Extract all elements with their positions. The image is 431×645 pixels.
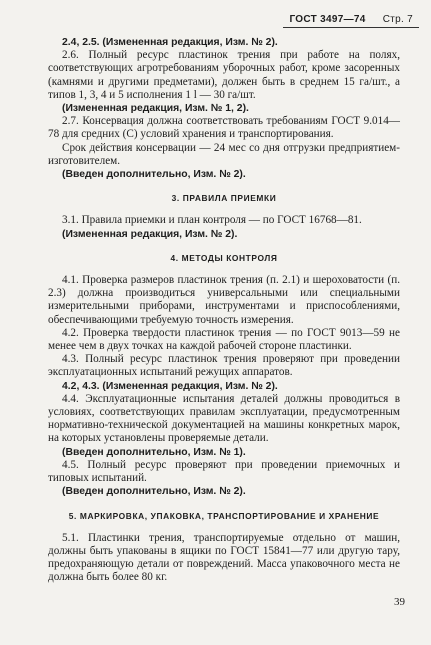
amendment-note: (Измененная редакция, Изм. № 1, 2).	[62, 103, 249, 115]
section-heading: 4. МЕТОДЫ КОНТРОЛЯ	[170, 252, 278, 263]
section-heading: 3. ПРАВИЛА ПРИЕМКИ	[171, 193, 277, 204]
amendment-note: 2.4, 2.5. (Измененная редакция, Изм. № 2).	[62, 37, 278, 48]
paragraph: 4.5. Полный ресурс проверяют при проведении приемочных и типовых испытаний.	[48, 458, 400, 485]
running-header	[289, 14, 413, 25]
amendment-note: (Введен дополнительно, Изм. № 2).	[62, 486, 246, 498]
amendment-note: 4.2, 4.3. (Измененная редакция, Изм. № 2).	[62, 380, 278, 392]
amendment-note: (Измененная редакция, Изм. № 2).	[62, 228, 238, 240]
standard-number: ГОСТ 3497—74	[289, 14, 366, 25]
paragraph: 5.1. Пластинки трения, транспортируемые отдельно от машин, должны быть упакованы в ящики по ГОСТ 15841—77 или другую тару, предохраняющую детали от повреждений. Масса упаковочного места не должна быть более 80 кг.	[48, 531, 400, 584]
paragraph: 2.6. Полный ресурс пластинок трения при работе на полях, соответствующих агротребованиям уборочных работ, кроме засоренных (камнями и другими предметами), должен быть в среднем 15 га/шт., а типов 1, 3, 4 и 5 исполнения 1 l — 30 га/шт.	[48, 49, 400, 101]
paragraph: 4.3. Полный ресурс пластинок трения проверяют при проведении эксплуатационных испытаний режущих аппаратов.	[48, 353, 400, 379]
page-label: Стр. 7	[382, 14, 413, 25]
paragraph: 4.4. Эксплуатационные испытания деталей должны проводиться в условиях, соответствующих правилам эксплуатации, предусмотренным нормативно-технической документацией на машины конкретных марок, на которых установлены проверяемые детали.	[48, 392, 400, 445]
document-body	[48, 36, 400, 585]
amendment-note: (Введен дополнительно, Изм. № 2).	[62, 169, 246, 181]
page-number: 39	[394, 596, 405, 608]
paragraph: Срок действия консервации — 24 мес со дня отгрузки предприятием-изготовителем.	[48, 141, 400, 167]
paragraph: 4.1. Проверка размеров пластинок трения (п. 2.1) и шероховатости (п. 2.3) должна производиться универсальными или специальными измерительными приборами, инструментами и приспособлениями, обеспечивающими требуемую точность измерения.	[48, 274, 400, 326]
amendment-note: (Введен дополнительно, Изм. № 1).	[62, 446, 246, 458]
section-heading: 5. МАРКИРОВКА, УПАКОВКА, ТРАНСПОРТИРОВАНИЕ И ХРАНЕНИЕ	[68, 510, 380, 521]
header-rule	[283, 27, 419, 28]
paragraph: 4.2. Проверка твердости пластинок трения — по ГОСТ 9013—59 не менее чем в двух точках на каждой рабочей стороне пластинки.	[48, 326, 400, 353]
paragraph: 2.7. Консервация должна соответствовать требованиям ГОСТ 9.014—78 для средних (С) условий хранения и транспортирования.	[48, 115, 400, 141]
paragraph: 3.1. Правила приемки и план контроля — по ГОСТ 16768—81.	[62, 214, 362, 227]
